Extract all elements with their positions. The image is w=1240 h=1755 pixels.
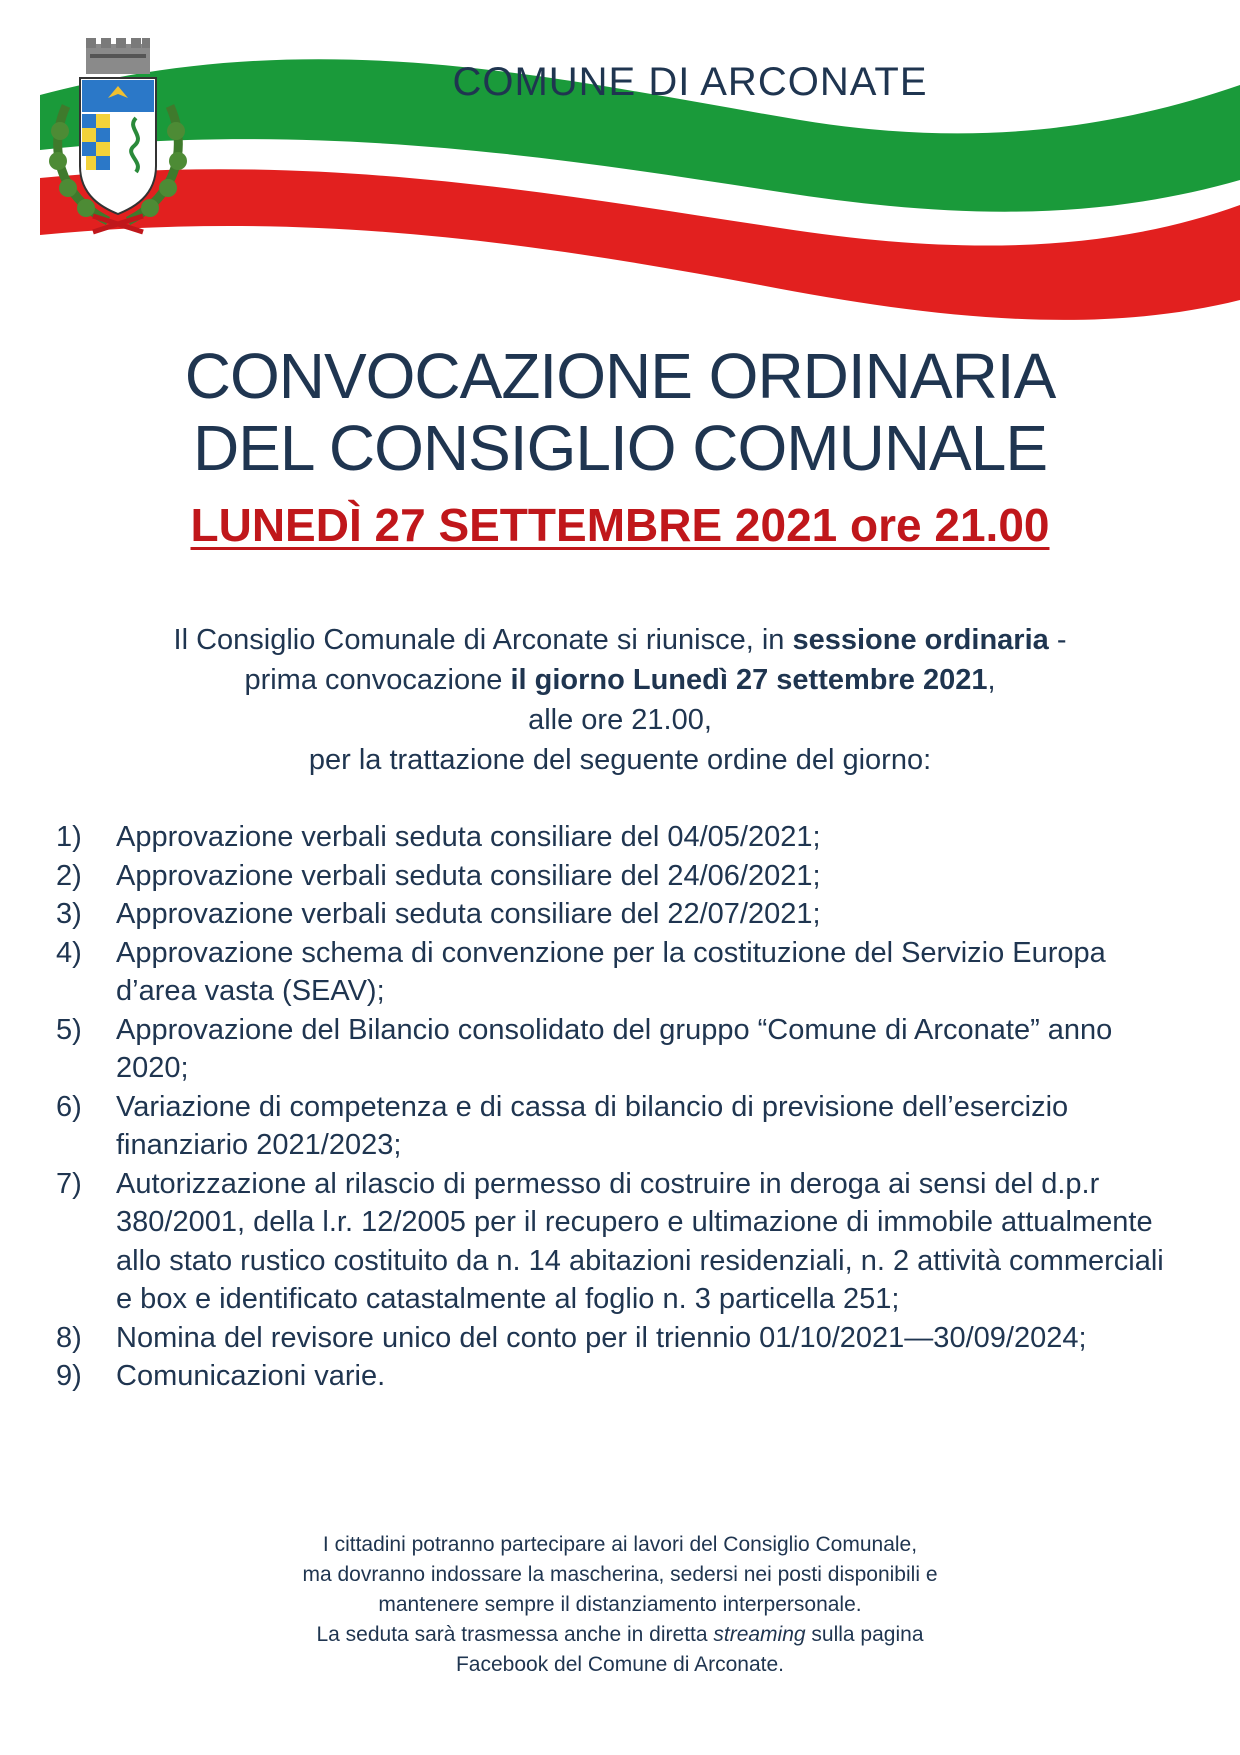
meeting-date: LUNEDÌ 27 SETTEMBRE 2021 ore 21.00	[190, 499, 1050, 551]
intro-line-4: per la trattazione del seguente ordine del giorno:	[308, 744, 932, 776]
agenda-item	[56, 818, 1186, 857]
agenda-item-text: Approvazione verbali seduta consiliare del 24/06/2021;	[116, 859, 821, 892]
intro-text: -	[1048, 624, 1067, 656]
agenda-item	[56, 1319, 1186, 1358]
intro-line-3: alle ore 21.00,	[528, 704, 712, 736]
page-title-line2: DEL CONSIGLIO COMUNALE	[192, 412, 1048, 484]
agenda-item-number: 1)	[56, 821, 82, 853]
intro-emphasis: il giorno Lunedì 27 settembre 2021	[510, 664, 988, 696]
agenda-item-number: 9)	[56, 1360, 82, 1392]
agenda-item	[56, 1088, 1186, 1165]
agenda-item-number: 7)	[56, 1167, 82, 1200]
intro-emphasis: sessione ordinaria	[792, 624, 1049, 656]
intro-line-2	[60, 660, 1180, 700]
intro-text: prima convocazione	[244, 664, 511, 696]
footer-emphasis: streaming	[713, 1623, 806, 1646]
footer-note	[160, 1530, 1080, 1680]
agenda-item-text: Approvazione del Bilancio consolidato del gruppo “Comune di Arconate” anno 2020;	[116, 1013, 1113, 1084]
agenda-item	[56, 1165, 1186, 1319]
agenda-item-number: 5)	[56, 1013, 82, 1046]
agenda-item	[56, 895, 1186, 934]
agenda-item-number: 4)	[56, 936, 82, 969]
intro-text: ,	[987, 664, 996, 696]
municipality-name: COMUNE DI ARCONATE	[452, 60, 928, 104]
footer-text: La seduta sarà trasmessa anche in diretta	[316, 1623, 714, 1646]
agenda-item-text: Autorizzazione al rilascio di permesso di costruire in deroga ai sensi del d.p.r 380/2001, della l.r. 12/2005 per il recupero e ultimazione di immobile attualmente allo stato rustico costituito da n. 14 abitazioni residenziali, n. 2 attività commerciali e box e identificato catastalmente al foglio n. 3 particella 251;	[116, 1167, 1164, 1315]
agenda-item-number: 8)	[56, 1321, 82, 1354]
footer-line-1: I cittadini potranno partecipare ai lavori del Consiglio Comunale,	[322, 1533, 918, 1556]
page-title-line1: CONVOCAZIONE ORDINARIA	[184, 340, 1056, 412]
footer-line-5: Facebook del Comune di Arconate.	[455, 1653, 785, 1676]
agenda-list	[56, 818, 1186, 1396]
agenda-item-text: Nomina del revisore unico del conto per il triennio 01/10/2021—30/09/2024;	[116, 1321, 1087, 1354]
agenda-item-text: Approvazione schema di convenzione per la costituzione del Servizio Europa d’area vasta (SEAV);	[116, 936, 1106, 1007]
intro-paragraph	[60, 620, 1180, 780]
agenda-item	[56, 1357, 1186, 1396]
footer-line-4	[160, 1620, 1080, 1650]
agenda-item-text: Comunicazioni varie.	[116, 1360, 386, 1392]
agenda-item-text: Approvazione verbali seduta consiliare del 22/07/2021;	[116, 898, 821, 930]
agenda-item-number: 2)	[56, 859, 82, 892]
agenda-item	[56, 857, 1186, 896]
footer-text: sulla pagina	[805, 1623, 924, 1646]
agenda-item-number: 3)	[56, 898, 82, 930]
agenda-item	[56, 1011, 1186, 1088]
coat-of-arms-icon	[38, 36, 198, 241]
agenda-item-text: Variazione di competenza e di cassa di bilancio di previsione dell’esercizio finanziario 2021/2023;	[116, 1090, 1069, 1161]
intro-text: Il Consiglio Comunale di Arconate si riunisce, in	[173, 624, 793, 656]
agenda-item	[56, 934, 1186, 1011]
footer-line-3: mantenere sempre il distanziamento interpersonale.	[378, 1593, 862, 1616]
agenda-item-text: Approvazione verbali seduta consiliare del 04/05/2021;	[116, 821, 821, 853]
agenda-item-number: 6)	[56, 1090, 82, 1123]
intro-line-1	[60, 620, 1180, 660]
footer-line-2: ma dovranno indossare la mascherina, sedersi nei posti disponibili e	[302, 1563, 938, 1586]
